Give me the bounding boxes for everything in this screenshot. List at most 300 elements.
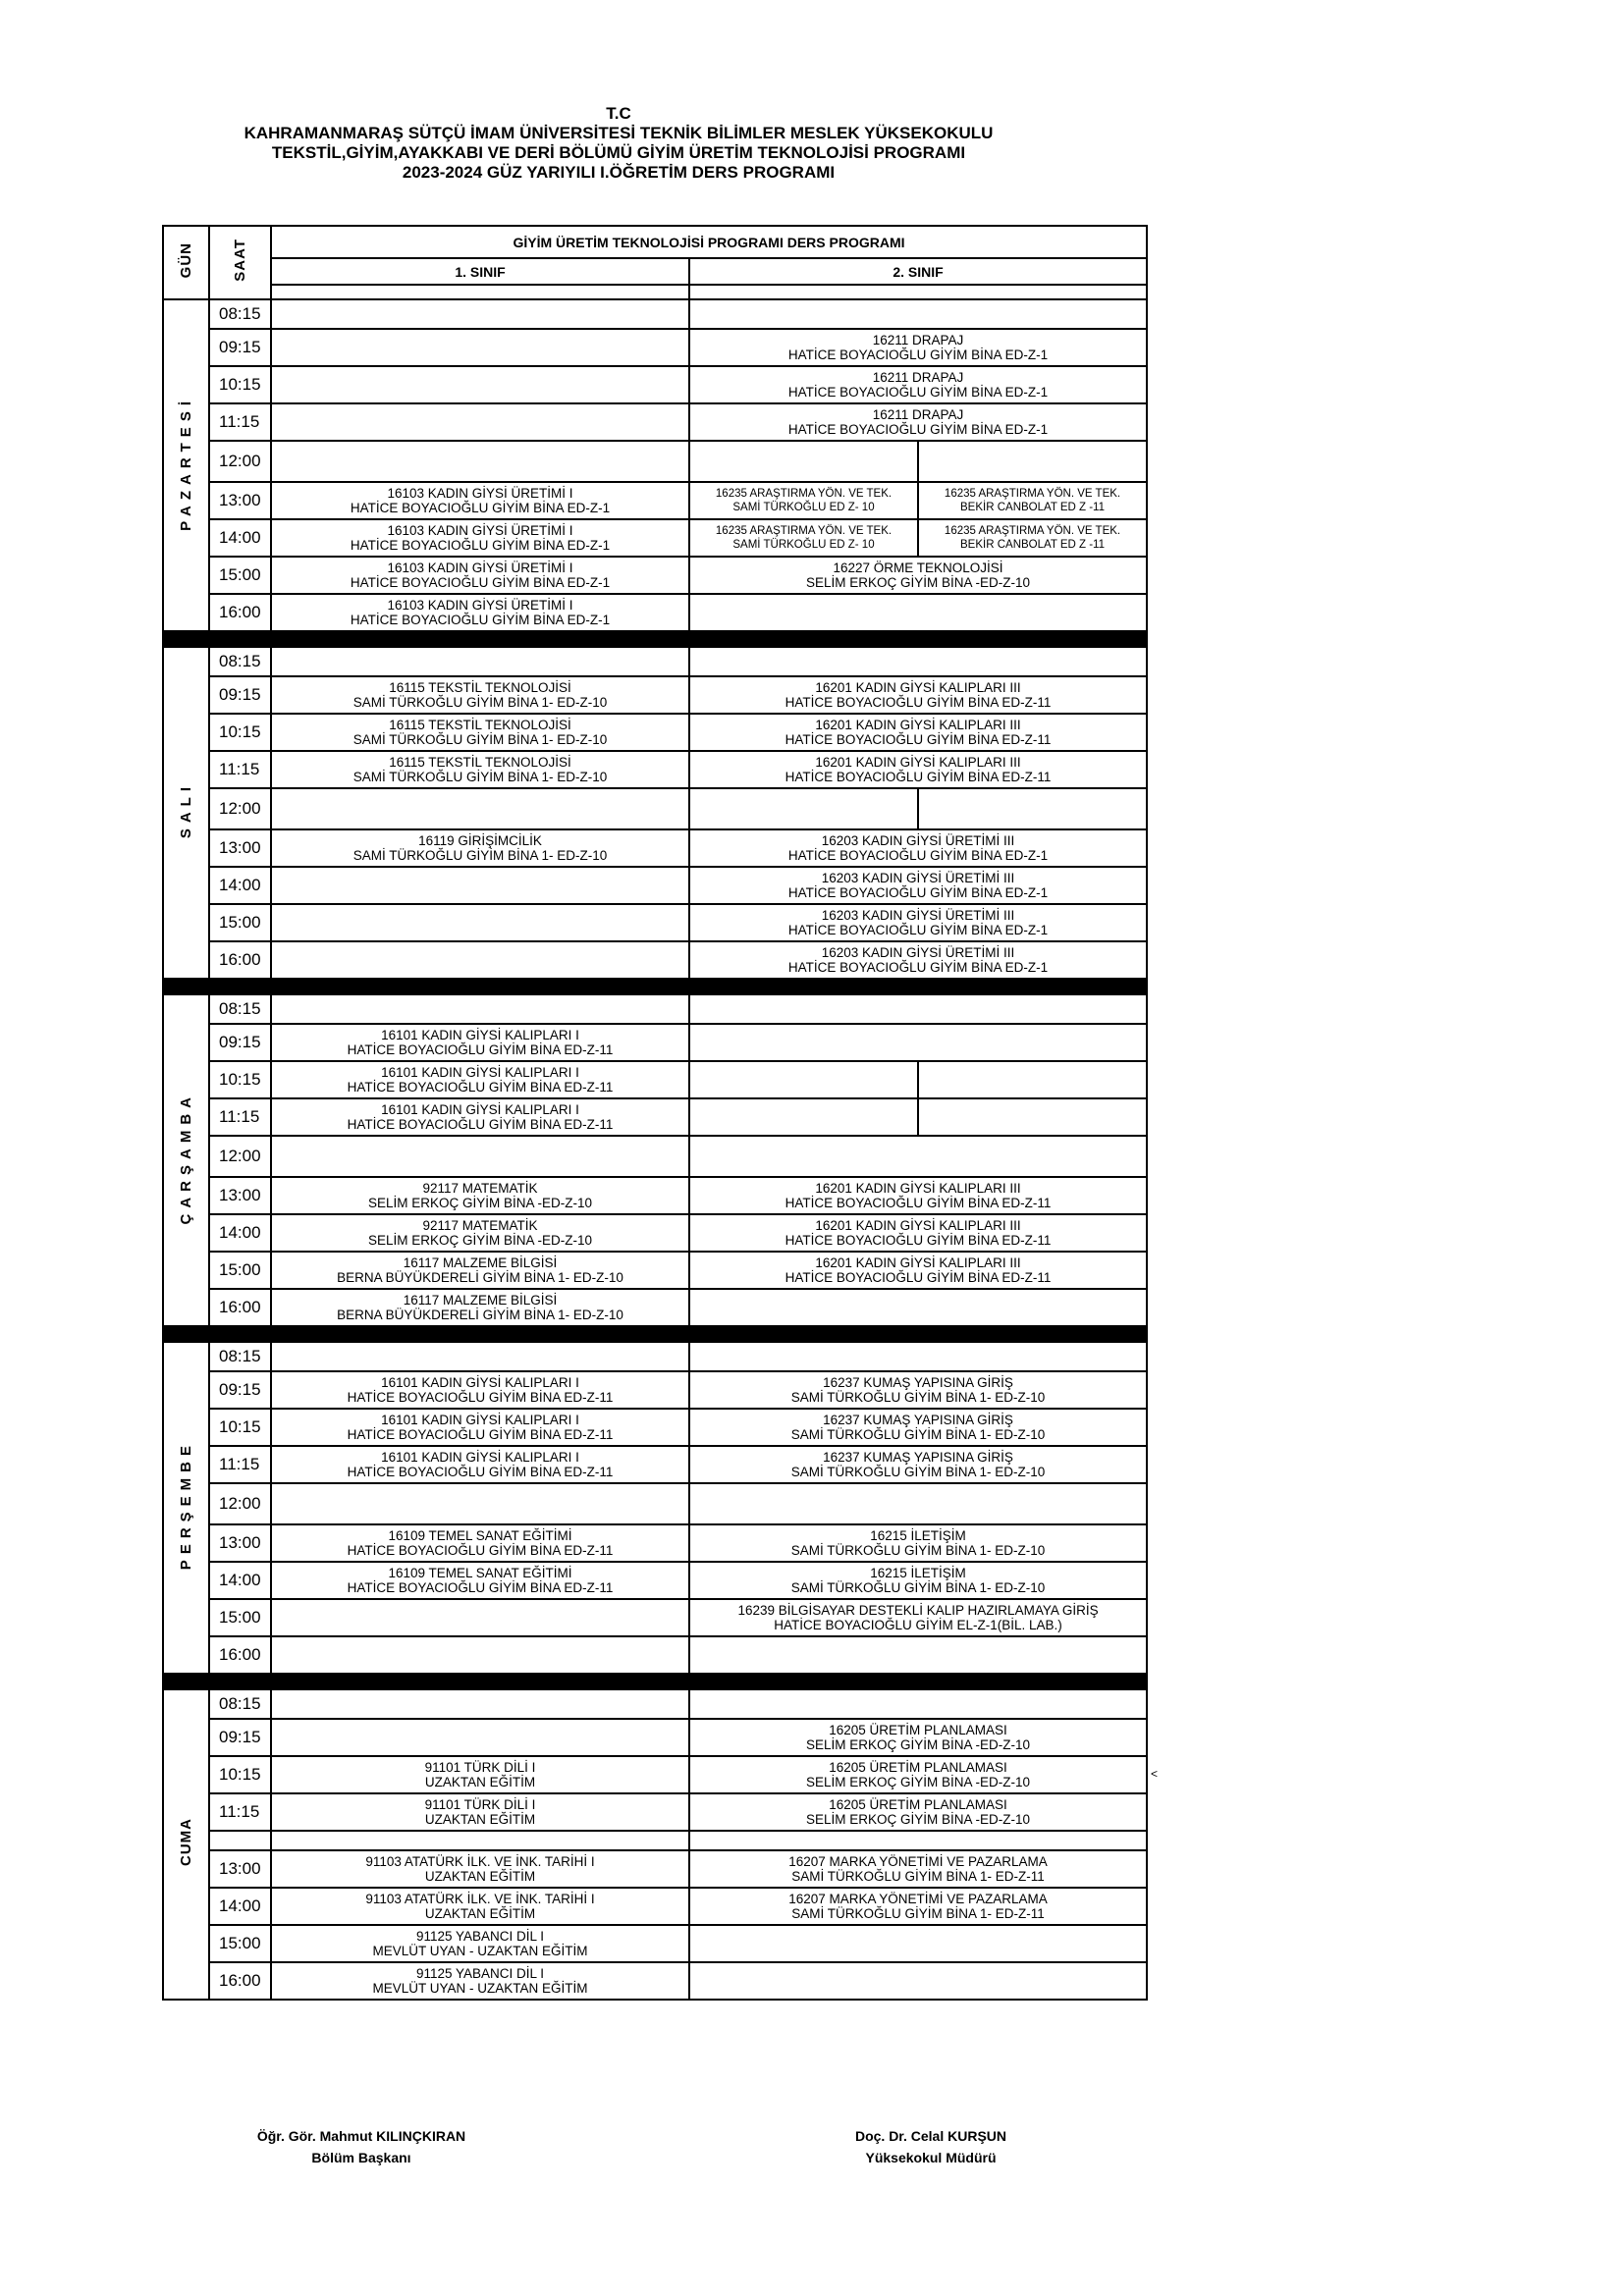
course-code-title: 16109 TEMEL SANAT EĞİTİMİ: [388, 1528, 572, 1543]
course-instructor-room: SELİM ERKOÇ GİYİM BİNA -ED-Z-10: [805, 1775, 1031, 1789]
time-slot-row: [163, 1098, 1147, 1136]
class-1-slot: [271, 441, 689, 482]
time-slot-row: [163, 1483, 1147, 1524]
course-instructor-room: HATİCE BOYACIOĞLU GİYİM EL-Z-1(BİL. LAB.): [774, 1618, 1062, 1632]
class-1-slot: [271, 1599, 689, 1636]
time-slot-row: [163, 1850, 1147, 1888]
course-instructor-room: HATİCE BOYACIOĞLU GİYİM BİNA ED-Z-11: [347, 1042, 614, 1057]
signature-right-title: Yüksekokul Müdürü: [865, 2150, 997, 2165]
class-2-slot-group-b: [918, 441, 1147, 482]
time-cell: 10:15: [209, 1756, 271, 1793]
class-2-slot: [689, 941, 1147, 979]
class-2-slot: [689, 751, 1147, 788]
class-1-slot: [271, 1098, 689, 1136]
class-1-slot: [271, 904, 689, 941]
course-code-title: 16101 KADIN GİYSİ KALIPLARI I: [381, 1375, 579, 1390]
header-line-3: TEKSTİL,GİYİM,AYAKKABI VE DERİ BÖLÜMÜ GİYİM ÜRETİM TEKNOLOJİSİ PROGRAMI: [271, 143, 966, 162]
time-cell: 12:00: [209, 788, 271, 829]
course-instructor-room: HATİCE BOYACIOĞLU GİYİM BİNA ED-Z-11: [785, 770, 1052, 784]
time-slot-row: [163, 329, 1147, 366]
course-instructor-room: SELİM ERKOÇ GİYİM BİNA -ED-Z-10: [367, 1233, 593, 1248]
column-header-day-label: GÜN: [178, 241, 194, 279]
class-1-slot: [271, 1636, 689, 1674]
class-2-slot-group-a: [689, 519, 918, 557]
time-slot-row: [163, 1562, 1147, 1599]
course-code-title: 16115 TEKSTİL TEKNOLOJİSİ: [389, 755, 571, 770]
course-code-title: 16115 TEKSTİL TEKNOLOJİSİ: [389, 680, 571, 695]
course-code-title: 16205 ÜRETİM PLANLAMASI: [829, 1723, 1007, 1737]
day-name: SALI: [178, 781, 194, 839]
time-cell: 08:15: [209, 1689, 271, 1719]
course-code-title: 16103 KADIN GİYSİ ÜRETİMİ I: [387, 486, 573, 501]
column-header-time: [209, 226, 271, 299]
class-2-slot-group-a: [689, 1098, 918, 1136]
header-line-2: KAHRAMANMARAŞ SÜTÇÜ İMAM ÜNİVERSİTESİ TEKNİK BİLİMLER MESLEK YÜKSEKOKULU: [244, 124, 994, 142]
class-2-slot: [689, 647, 1147, 676]
course-code-title: 16103 KADIN GİYSİ ÜRETİMİ I: [387, 598, 573, 613]
time-slot-row: [163, 1636, 1147, 1674]
header-spacer-1: [271, 285, 689, 299]
course-instructor-room: HATİCE BOYACIOĞLU GİYİM BİNA ED-Z-11: [785, 695, 1052, 710]
class-1-slot: [271, 519, 689, 557]
class-2-slot: [689, 1371, 1147, 1409]
class-1-slot: [271, 941, 689, 979]
course-instructor-room: HATİCE BOYACIOĞLU GİYİM BİNA ED-Z-11: [347, 1117, 614, 1132]
course-instructor-room: SELİM ERKOÇ GİYİM BİNA -ED-Z-10: [805, 1812, 1031, 1827]
course-code-title: 92117 MATEMATİK: [422, 1218, 538, 1233]
class-2-slot-group-a: [689, 482, 918, 519]
time-slot-row: [163, 1342, 1147, 1371]
course-instructor-room: MEVLÜT UYAN - UZAKTAN EĞİTİM: [372, 1944, 588, 1958]
column-header-time-label: SAAT: [232, 239, 248, 282]
time-slot-row: [163, 1689, 1147, 1719]
course-code-title: 16119 GİRİŞİMCİLİK: [418, 833, 542, 848]
time-slot-row: [163, 788, 1147, 829]
time-slot-row: [163, 519, 1147, 557]
schedule-table: [162, 225, 1148, 2001]
time-slot-row: [163, 1756, 1147, 1793]
time-cell: 08:15: [209, 299, 271, 329]
course-instructor-room: SAMİ TÜRKOĞLU GİYİM BİNA 1- ED-Z-11: [791, 1869, 1045, 1884]
course-code-title: 91103 ATATÜRK İLK. VE İNK. TARİHİ I: [365, 1854, 595, 1869]
signature-left-title: Bölüm Başkanı: [311, 2150, 411, 2165]
course-instructor-room: HATİCE BOYACIOĞLU GİYİM BİNA ED-Z-1: [787, 923, 1049, 937]
class-1-slot: [271, 1289, 689, 1326]
course-instructor-room: HATİCE BOYACIOĞLU GİYİM BİNA ED-Z-11: [347, 1580, 614, 1595]
time-slot-row: [163, 941, 1147, 979]
course-code-title: 91103 ATATÜRK İLK. VE İNK. TARİHİ I: [365, 1892, 595, 1906]
time-slot-row: [163, 299, 1147, 329]
day-label-cell: [163, 1689, 209, 2000]
time-cell: 16:00: [209, 1962, 271, 2000]
time-slot-row: [163, 904, 1147, 941]
course-code-title: 16205 ÜRETİM PLANLAMASI: [829, 1797, 1007, 1812]
time-slot-row: [163, 1719, 1147, 1756]
course-instructor-room: HATİCE BOYACIOĞLU GİYİM BİNA ED-Z-1: [787, 885, 1049, 900]
course-instructor-room: BERNA BÜYÜKDERELİ GİYİM BİNA 1- ED-Z-10: [337, 1270, 623, 1285]
time-cell: 11:15: [209, 1098, 271, 1136]
header-line-4: 2023-2024 GÜZ YARIYILI I.ÖĞRETİM DERS PROGRAMI: [402, 163, 836, 182]
course-instructor-room: SAMİ TÜRKOĞLU GİYİM BİNA 1- ED-Z-10: [352, 770, 608, 784]
course-code-title: 16101 KADIN GİYSİ KALIPLARI I: [381, 1102, 579, 1117]
class-2-slot-group-a: [689, 1061, 918, 1098]
time-slot-row: [163, 1962, 1147, 2000]
class-1-slot: [271, 1342, 689, 1371]
time-cell: 10:15: [209, 1409, 271, 1446]
time-cell: 12:00: [209, 1136, 271, 1177]
class-2-slot: [689, 1636, 1147, 1674]
time-cell: [209, 1831, 271, 1850]
time-cell: 08:15: [209, 1342, 271, 1371]
class-1-slot: [271, 1925, 689, 1962]
class-2-slot: [689, 1024, 1147, 1061]
day-label-cell: [163, 994, 209, 1326]
day-separator-bar: [163, 631, 1147, 647]
class-2-slot: [689, 676, 1147, 714]
day-separator-bar: [163, 979, 1147, 994]
class-2-slot: [689, 329, 1147, 366]
class-1-slot: [271, 482, 689, 519]
time-slot-row: [163, 1793, 1147, 1831]
time-cell: 09:15: [209, 1024, 271, 1061]
class-2-slot: [689, 1719, 1147, 1756]
day-name: ÇARŞAMBA: [178, 1091, 194, 1225]
time-slot-row: [163, 676, 1147, 714]
class-2-slot: [689, 557, 1147, 594]
class-2-slot: [689, 904, 1147, 941]
course-instructor-room: HATİCE BOYACIOĞLU GİYİM BİNA ED-Z-1: [350, 613, 611, 627]
course-instructor-room: BEKİR CANBOLAT ED Z -11: [960, 539, 1105, 551]
time-cell: 16:00: [209, 594, 271, 631]
course-instructor-room: SAMİ TÜRKOĞLU GİYİM BİNA 1- ED-Z-10: [790, 1580, 1046, 1595]
course-instructor-room: HATİCE BOYACIOĞLU GİYİM BİNA ED-Z-11: [785, 1270, 1052, 1285]
time-cell: 15:00: [209, 1599, 271, 1636]
course-code-title: 16211 DRAPAJ: [872, 333, 964, 347]
course-instructor-room: HATİCE BOYACIOĞLU GİYİM BİNA ED-Z-11: [347, 1390, 614, 1405]
time-cell: 13:00: [209, 1524, 271, 1562]
course-instructor-room: SAMİ TÜRKOĞLU GİYİM BİNA 1- ED-Z-10: [352, 695, 608, 710]
course-instructor-room: SELİM ERKOÇ GİYİM BİNA -ED-Z-10: [367, 1196, 593, 1210]
class-1-slot: [271, 1888, 689, 1925]
class-1-slot: [271, 647, 689, 676]
course-code-title: 16101 KADIN GİYSİ KALIPLARI I: [381, 1028, 579, 1042]
day-label-cell: [163, 647, 209, 979]
class-2-slot-group-a: [689, 788, 918, 829]
time-cell: 11:15: [209, 403, 271, 441]
course-code-title: 16237 KUMAŞ YAPISINA GİRİŞ: [823, 1450, 1013, 1465]
time-slot-row: [163, 1925, 1147, 1962]
day-separator: [163, 1326, 1147, 1342]
course-instructor-room: SAMİ TÜRKOĞLU GİYİM BİNA 1- ED-Z-10: [352, 848, 608, 863]
time-slot-row: [163, 1409, 1147, 1446]
time-slot-row: [163, 441, 1147, 482]
class-2-slot: [689, 1252, 1147, 1289]
signature-left: [214, 2125, 509, 2168]
time-slot-row: [163, 403, 1147, 441]
course-instructor-room: SAMİ TÜRKOĞLU GİYİM BİNA 1- ED-Z-10: [790, 1390, 1046, 1405]
day-separator-bar: [163, 1674, 1147, 1689]
column-header-day: [163, 226, 209, 299]
class-2-slot: [689, 1793, 1147, 1831]
time-cell: 14:00: [209, 1562, 271, 1599]
time-cell: 14:00: [209, 1888, 271, 1925]
class-1-slot: [271, 403, 689, 441]
day-label-cell: [163, 1342, 209, 1674]
class-1-slot: [271, 329, 689, 366]
day-name: PERŞEMBE: [178, 1440, 194, 1571]
course-instructor-room: HATİCE BOYACIOĞLU GİYİM BİNA ED-Z-1: [350, 575, 611, 590]
time-cell: 12:00: [209, 441, 271, 482]
course-code-title: 16203 KADIN GİYSİ ÜRETİMİ III: [821, 871, 1015, 885]
class-1-slot: [271, 1024, 689, 1061]
course-code-title: 16207 MARKA YÖNETİMİ VE PAZARLAMA: [788, 1892, 1048, 1906]
course-code-title: 91125 YABANCI DİL I: [415, 1929, 545, 1944]
header-spacer-2: [689, 285, 1147, 299]
class-2-slot-group-b: [918, 519, 1147, 557]
class-2-slot: [689, 1409, 1147, 1446]
time-cell: 15:00: [209, 1252, 271, 1289]
time-slot-row: [163, 867, 1147, 904]
stray-mark: <: [1151, 1767, 1159, 1781]
course-instructor-room: HATİCE BOYACIOĞLU GİYİM BİNA ED-Z-11: [785, 1196, 1052, 1210]
time-cell: 13:00: [209, 829, 271, 867]
course-code-title: 16117 MALZEME BİLGİSİ: [403, 1293, 558, 1308]
time-slot-row: [163, 1599, 1147, 1636]
class-2-slot: [689, 1962, 1147, 2000]
course-instructor-room: BEKİR CANBOLAT ED Z -11: [960, 502, 1105, 513]
course-instructor-room: HATİCE BOYACIOĞLU GİYİM BİNA ED-Z-11: [347, 1427, 614, 1442]
class-2-slot: [689, 1850, 1147, 1888]
class-1-slot: [271, 1136, 689, 1177]
course-code-title: 16235 ARAŞTIRMA YÖN. VE TEK.: [944, 488, 1121, 500]
course-code-title: 16103 KADIN GİYSİ ÜRETİMİ I: [387, 561, 573, 575]
time-cell: 08:15: [209, 994, 271, 1024]
day-separator: [163, 631, 1147, 647]
class-1-slot: [271, 714, 689, 751]
class-1-slot: [271, 1689, 689, 1719]
course-instructor-room: SAMİ TÜRKOĞLU GİYİM BİNA 1- ED-Z-11: [791, 1906, 1045, 1921]
signature-right-name: Doç. Dr. Celal KURŞUN: [854, 2128, 1007, 2144]
class-1-slot: [271, 1177, 689, 1214]
class-1-slot: [271, 994, 689, 1024]
time-cell: 10:15: [209, 1061, 271, 1098]
course-code-title: 16237 KUMAŞ YAPISINA GİRİŞ: [823, 1375, 1013, 1390]
course-code-title: 16115 TEKSTİL TEKNOLOJİSİ: [389, 718, 571, 732]
class-2-slot: [689, 1831, 1147, 1850]
class-1-slot: [271, 676, 689, 714]
class-2-slot-group-a: [689, 441, 918, 482]
class-2-slot: [689, 994, 1147, 1024]
course-instructor-room: BERNA BÜYÜKDERELİ GİYİM BİNA 1- ED-Z-10: [337, 1308, 623, 1322]
class-2-slot-group-b: [918, 1061, 1147, 1098]
course-code-title: 16215 İLETİŞİM: [870, 1528, 966, 1543]
time-cell: 14:00: [209, 519, 271, 557]
course-code-title: 91101 TÜRK DİLİ I: [424, 1797, 536, 1812]
time-slot-row: [163, 366, 1147, 403]
class-2-slot-group-b: [918, 1098, 1147, 1136]
class-1-slot: [271, 1524, 689, 1562]
course-code-title: 16117 MALZEME BİLGİSİ: [403, 1255, 558, 1270]
course-instructor-room: UZAKTAN EĞİTİM: [424, 1906, 536, 1921]
course-instructor-room: SAMİ TÜRKOĞLU ED Z- 10: [732, 502, 875, 513]
course-instructor-room: HATİCE BOYACIOĞLU GİYİM BİNA ED-Z-1: [350, 501, 611, 515]
time-slot-row: [163, 1371, 1147, 1409]
day-name: PAZARTESİ: [178, 395, 194, 531]
course-instructor-room: HATİCE BOYACIOĞLU GİYİM BİNA ED-Z-11: [785, 1233, 1052, 1248]
class-2-slot: [689, 714, 1147, 751]
class-1-slot: [271, 1562, 689, 1599]
course-instructor-room: SELİM ERKOÇ GİYİM BİNA -ED-Z-10: [805, 575, 1031, 590]
course-code-title: 16203 KADIN GİYSİ ÜRETİMİ III: [821, 908, 1015, 923]
class-2-slot: [689, 1689, 1147, 1719]
class-1-slot: [271, 829, 689, 867]
course-instructor-room: UZAKTAN EĞİTİM: [424, 1812, 536, 1827]
day-separator: [163, 1674, 1147, 1689]
class-1-header: 1. SINIF: [271, 258, 689, 285]
time-cell: 09:15: [209, 329, 271, 366]
course-code-title: 16109 TEMEL SANAT EĞİTİMİ: [388, 1566, 572, 1580]
class-2-slot: [689, 1214, 1147, 1252]
time-cell: 09:15: [209, 1371, 271, 1409]
class-2-slot: [689, 1136, 1147, 1177]
course-code-title: 16201 KADIN GİYSİ KALIPLARI III: [815, 755, 1021, 770]
class-2-slot: [689, 1562, 1147, 1599]
time-cell: 13:00: [209, 1177, 271, 1214]
class-1-slot: [271, 1252, 689, 1289]
time-slot-row: [163, 994, 1147, 1024]
time-cell: 16:00: [209, 1289, 271, 1326]
day-name: CUMA: [178, 1818, 194, 1866]
program-title: GİYİM ÜRETİM TEKNOLOJİSİ PROGRAMI DERS PROGRAMI: [271, 226, 1147, 258]
course-code-title: 16211 DRAPAJ: [872, 370, 964, 385]
course-code-title: 16227 ÖRME TEKNOLOJİSİ: [833, 561, 1003, 575]
class-1-slot: [271, 1850, 689, 1888]
class-1-slot: [271, 1446, 689, 1483]
course-code-title: 16207 MARKA YÖNETİMİ VE PAZARLAMA: [788, 1854, 1048, 1869]
class-2-slot: [689, 1524, 1147, 1562]
course-code-title: 91101 TÜRK DİLİ I: [424, 1760, 536, 1775]
time-slot-row: [163, 1252, 1147, 1289]
class-1-slot: [271, 1061, 689, 1098]
time-cell: 14:00: [209, 867, 271, 904]
time-slot-row: [163, 594, 1147, 631]
class-1-slot: [271, 788, 689, 829]
class-2-slot-group-b: [918, 482, 1147, 519]
time-cell: 11:15: [209, 1793, 271, 1831]
class-2-slot: [689, 1446, 1147, 1483]
course-code-title: 16235 ARAŞTIRMA YÖN. VE TEK.: [944, 525, 1121, 537]
time-cell: 16:00: [209, 1636, 271, 1674]
time-cell: 09:15: [209, 1719, 271, 1756]
time-cell: 13:00: [209, 1850, 271, 1888]
course-instructor-room: HATİCE BOYACIOĞLU GİYİM BİNA ED-Z-1: [787, 848, 1049, 863]
course-instructor-room: HATİCE BOYACIOĞLU GİYİM BİNA ED-Z-1: [787, 347, 1049, 362]
class-1-slot: [271, 299, 689, 329]
course-instructor-room: HATİCE BOYACIOĞLU GİYİM BİNA ED-Z-1: [350, 538, 611, 553]
class-2-slot: [689, 1756, 1147, 1793]
course-code-title: 16237 KUMAŞ YAPISINA GİRİŞ: [823, 1413, 1013, 1427]
course-code-title: 16239 BİLGİSAYAR DESTEKLİ KALIP HAZIRLAMAYA GİRİŞ: [737, 1603, 1099, 1618]
time-slot-row: [163, 1289, 1147, 1326]
course-instructor-room: MEVLÜT UYAN - UZAKTAN EĞİTİM: [372, 1981, 588, 1996]
class-2-slot: [689, 1599, 1147, 1636]
time-slot-row: [163, 1214, 1147, 1252]
course-code-title: 91125 YABANCI DİL I: [415, 1966, 545, 1981]
class-2-slot: [689, 594, 1147, 631]
class-1-slot: [271, 1483, 689, 1524]
time-cell: 09:15: [209, 676, 271, 714]
class-1-slot: [271, 751, 689, 788]
class-2-slot: [689, 1925, 1147, 1962]
course-code-title: 16201 KADIN GİYSİ KALIPLARI III: [815, 680, 1021, 695]
class-1-slot: [271, 1831, 689, 1850]
course-instructor-room: SAMİ TÜRKOĞLU GİYİM BİNA 1- ED-Z-10: [790, 1465, 1046, 1479]
class-1-slot: [271, 366, 689, 403]
class-1-slot: [271, 1214, 689, 1252]
class-2-slot: [689, 1342, 1147, 1371]
signature-right: [803, 2125, 1058, 2168]
class-2-slot: [689, 366, 1147, 403]
time-slot-row: [163, 1061, 1147, 1098]
time-slot-row: [163, 557, 1147, 594]
class-2-slot-group-b: [918, 788, 1147, 829]
time-cell: 16:00: [209, 941, 271, 979]
course-code-title: 16211 DRAPAJ: [872, 407, 964, 422]
course-code-title: 16203 KADIN GİYSİ ÜRETİMİ III: [821, 945, 1015, 960]
header-line-1: T.C: [606, 104, 631, 123]
class-2-slot: [689, 1177, 1147, 1214]
day-label-cell: [163, 299, 209, 631]
class-1-slot: [271, 1962, 689, 2000]
class-2-slot: [689, 403, 1147, 441]
time-cell: 10:15: [209, 714, 271, 751]
class-2-slot: [689, 829, 1147, 867]
class-1-slot: [271, 557, 689, 594]
time-slot-row: [163, 714, 1147, 751]
course-instructor-room: UZAKTAN EĞİTİM: [424, 1775, 536, 1789]
course-instructor-room: SAMİ TÜRKOĞLU GİYİM BİNA 1- ED-Z-10: [352, 732, 608, 747]
course-instructor-room: HATİCE BOYACIOĞLU GİYİM BİNA ED-Z-11: [347, 1543, 614, 1558]
day-separator: [163, 979, 1147, 994]
time-cell: 14:00: [209, 1214, 271, 1252]
time-slot-row: [163, 1177, 1147, 1214]
course-instructor-room: UZAKTAN EĞİTİM: [424, 1869, 536, 1884]
course-code-title: 16235 ARAŞTIRMA YÖN. VE TEK.: [715, 525, 893, 537]
course-code-title: 16205 ÜRETİM PLANLAMASI: [829, 1760, 1007, 1775]
course-code-title: 16201 KADIN GİYSİ KALIPLARI III: [815, 1255, 1021, 1270]
class-2-slot: [689, 1888, 1147, 1925]
class-2-slot: [689, 1483, 1147, 1524]
course-instructor-room: HATİCE BOYACIOĞLU GİYİM BİNA ED-Z-11: [785, 732, 1052, 747]
course-instructor-room: HATİCE BOYACIOĞLU GİYİM BİNA ED-Z-11: [347, 1080, 614, 1095]
class-1-slot: [271, 1756, 689, 1793]
class-1-slot: [271, 1793, 689, 1831]
time-slot-row: [163, 751, 1147, 788]
course-code-title: 16201 KADIN GİYSİ KALIPLARI III: [815, 1181, 1021, 1196]
course-instructor-room: SELİM ERKOÇ GİYİM BİNA -ED-Z-10: [805, 1737, 1031, 1752]
time-slot-row: [163, 1831, 1147, 1850]
time-cell: 15:00: [209, 557, 271, 594]
course-instructor-room: HATİCE BOYACIOĞLU GİYİM BİNA ED-Z-1: [787, 422, 1049, 437]
time-slot-row: [163, 1888, 1147, 1925]
course-instructor-room: HATİCE BOYACIOĞLU GİYİM BİNA ED-Z-11: [347, 1465, 614, 1479]
class-2-header: 2. SINIF: [689, 258, 1147, 285]
course-instructor-room: SAMİ TÜRKOĞLU GİYİM BİNA 1- ED-Z-10: [790, 1543, 1046, 1558]
time-slot-row: [163, 1524, 1147, 1562]
class-1-slot: [271, 1409, 689, 1446]
course-instructor-room: SAMİ TÜRKOĞLU ED Z- 10: [732, 539, 875, 551]
signature-left-name: Öğr. Gör. Mahmut KILINÇKIRAN: [256, 2128, 466, 2144]
